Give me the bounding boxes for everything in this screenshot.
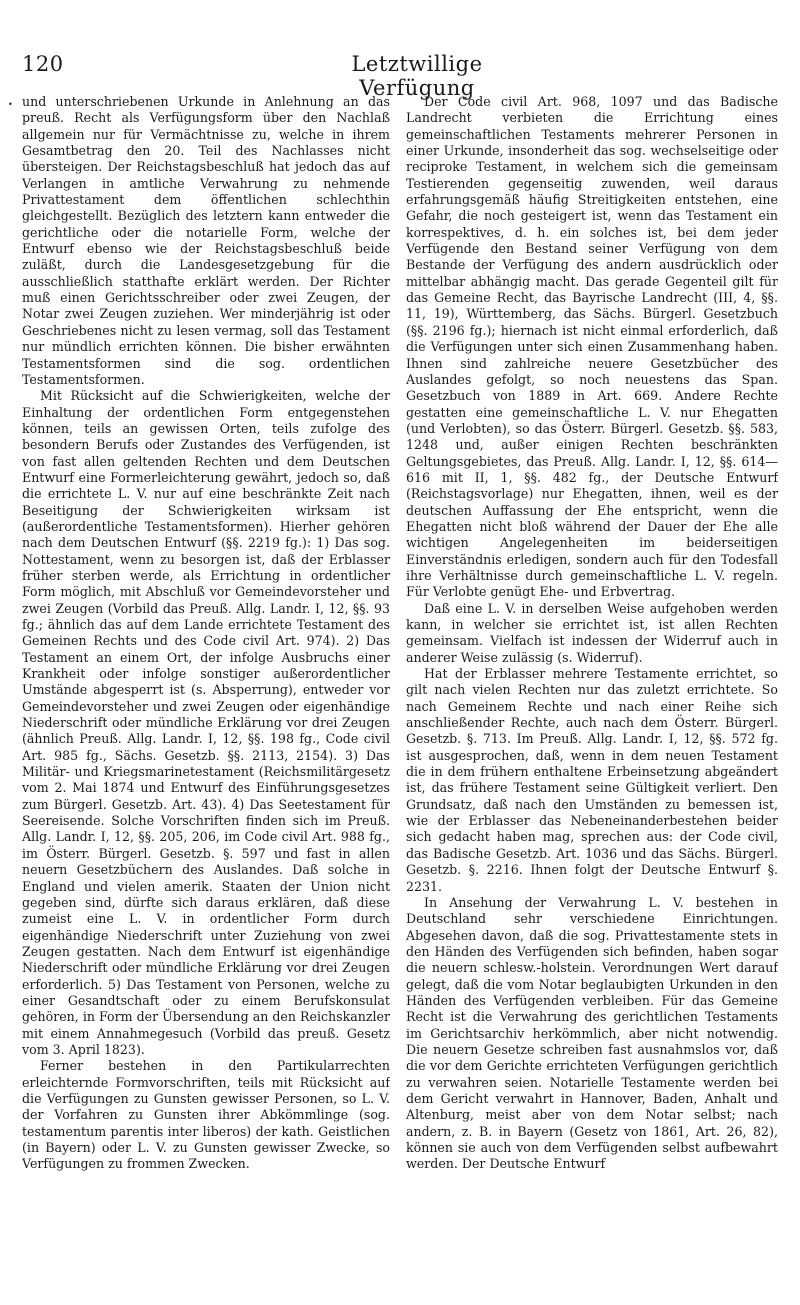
paragraph: Mit Rücksicht auf die Schwierigkeiten, welche der Einhaltung der ordentlichen Form entgegenstehen können, teils an gewissen Orten, teils zufolge des besondern Berufs oder Zustandes des Verfügenden, ist von fast allen geltenden Rechten und dem Deutschen Entwurf eine Formerleichterung gewährt, jedoch so, daß die errichtete L. V. nur auf eine beschränkte Zeit nach Beseitigung der Schwierigkeiten wirksam ist (außerordentliche Testamentsformen). Hierher gehören nach dem Deutschen Entwurf (§§. 2219 fg.): 1) Das sog. Nottestament, wenn zu besorgen ist, daß der Erblasser früher sterben werde, als Errichtung in ordentlicher Form möglich, mit Abschluß vor Gemeindevorsteher und zwei Zeugen (Vorbild das Preuß. Allg. Landr. I, 12, §§. 93 fg.; ähnlich das auf dem Lande errichtete Testament des Gemeinen Rechts und des Code civil Art. 974). 2) Das Testament an einem Ort, der infolge Ausbruchs einer Krankheit oder infolge sonstiger außerordentlicher Umstände abgesperrt ist (s. Absperrung), entweder vor Gemeindevorsteher und zwei Zeugen oder eigenhändige Niederschrift oder mündliche Erklärung vor drei Zeugen (ähnlich Preuß. Allg. Landr. I, 12, §§. 198 fg., Code civil Art. 985 fg., Sächs. Gesetzb. §§. 2113, 2154). 3) Das Militär- und Kriegsmarinetestament (Reichsmilitärgesetz vom 2. Mai 1874 und Entwurf des Einführungsgesetzes zum Bürgerl. Gesetzb. Art. 43). 4) Das Seetestament für Seereisende. Solche Vorschriften finden sich im Preuß. Allg. Landr. I, 12, §§. 205, 206, im Code civil Art. 988 fg., im Österr. Bürgerl. Gesetzb. §. 597 und fast in allen neuern Gesetzbüchern des Auslandes. Daß solche in England und vielen amerik. Staaten der Union nicht gegeben sind, dürfte sich daraus erklären, daß diese zumeist eine L. V. in ordentlicher Form durch eigenhändige Niederschrift unter Zuziehung von zwei Zeugen gestatten. Nach dem Entwurf ist eigenhändige Niederschrift oder mündliche Erklärung vor drei Zeugen erforderlich. 5) Das Testament von Personen, welche zu einer Gesandtschaft oder zu einem Berufskonsulat gehören, in Form der Übersendung an den Reichskanzler mit einem Annahmegesuch (Vorbild das preuß. Gesetz vom 3. April 1823). [22,388,390,1057]
paragraph: Der Code civil Art. 968, 1097 und das Badische Landrecht verbieten die Errichtung eines gemeinschaftlichen Testaments mehrerer Personen in einer Urkunde, insonderheit das sog. wechselseitige oder reciproke Testament, in welchem sich die gemeinsam Testierenden gegenseitig zuwenden, weil daraus erfahrungsgemäß häufig Streitigkeiten entstehen, eine Gefahr, die noch gesteigert ist, wenn das Testament ein korrespektives, d. h. ein solches ist, bei dem jeder Verfügende den Bestand seiner Verfügung von dem Bestande der Verfügung des andern ausdrücklich oder mittelbar abhängig macht. Das gerade Gegenteil gilt für das Gemeine Recht, das Bayrische Landrecht (III, 4, §§. 11, 19), Württemberg, das Sächs. Bürgerl. Gesetzbuch (§§. 2196 fg.); hiernach ist nicht einmal erforderlich, daß die Verfügungen unter sich einen Zusammenhang haben. Ihnen sind zahlreiche neuere Gesetzbücher des Auslandes gefolgt, so noch neuestens das Span. Gesetzbuch von 1889 in Art. 669. Andere Rechte gestatten eine gemeinschaftliche L. V. nur Ehegatten (und Verlobten), so das Österr. Bürgerl. Gesetzb. §§. 583, 1248 und, außer einigen Rechten beschränkten Geltungsgebietes, das Preuß. Allg. Landr. I, 12, §§. 614—616 mit II, 1, §§. 482 fg., der Deutsche Entwurf (Reichstagsvorlage) nur Ehegatten, ihnen, weil es der deutschen Auffassung der Ehe entspricht, wenn die Ehegatten nicht bloß während der Dauer der Ehe alle wichtigen Angelegenheiten im beiderseitigen Einverständnis erledigen, sondern auch für den Todesfall ihre Verhältnisse durch gemeinschaftliche L. V. regeln. Für Verlobte genügt Ehe- und Erbvertrag. [406,94,778,600]
paragraph: und unterschriebenen Urkunde in Anlehnung an das preuß. Recht als Verfügungsform über den Nachlaß allgemein nur für Vermächtnisse zu, welche in ihrem Gesamtbetrag den 20. Teil des Nachlasses nicht übersteigen. Der Reichstagsbeschluß hat jedoch das auf Verlangen in amtliche Verwahrung zu nehmende Privattestament dem öffentlichen schlechthin gleichgestellt. Bezüglich des letztern kann entweder die gerichtliche oder die notarielle Form, welche der Entwurf ebenso wie der Reichstagsbeschluß beide zuläßt, durch die Landesgesetzgebung für die ausschließlich statthafte erklärt werden. Der Richter muß einen Gerichtsschreiber oder zwei Zeugen, der Notar zwei Zeugen zuziehen. Wer minderjährig ist oder Geschriebenes nicht zu lesen vermag, soll das Testament nur mündlich errichten können. Die bisher erwähnten Testamentsformen sind die sog. ordentlichen Testamentsformen. [22,94,390,387]
paragraph: In Ansehung der Verwahrung L. V. bestehen in Deutschland sehr verschiedene Einrichtungen. Abgesehen davon, daß die sog. Privattestamente stets in den Händen des Verfügenden sich befinden, haben sogar die neuern schlesw.-holstein. Verordnungen Wert darauf gelegt, daß die vom Notar beglaubigten Urkunden in den Händen des Verfügenden verbleiben. Für das Gemeine Recht ist die Verwahrung des gerichtlichen Testaments im Gerichtsarchiv herkömmlich, aber nicht notwendig. Die neuern Gesetze schreiben fast ausnahmslos vor, daß die vor dem Gerichte errichteten Verfügungen gerichtlich zu verwahren seien. Notarielle Testamente werden bei dem Gericht verwahrt in Hannover, Baden, Anhalt und Altenburg, meist aber von dem Notar selbst; nach andern, z. B. in Bayern (Gesetz von 1861, Art. 26, 82), können sie auch von dem Verfügenden selbst aufbewahrt werden. Der Deutsche Entwurf [406,894,778,1172]
paragraph: Hat der Erblasser mehrere Testamente errichtet, so gilt nach vielen Rechten nur das zuletzt errichtete. So nach Gemeinem Rechte und nach einer Reihe sich anschließender Rechte, auch nach dem Österr. Bürgerl. Gesetzb. §. 713. Im Preuß. Allg. Landr. I, 12, §§. 572 fg. ist ausgesprochen, daß, wenn in dem neuen Testament die in dem frühern enthaltene Erbeinsetzung abgeändert ist, das frühere Testament seine Gültigkeit verliert. Den Grundsatz, daß nach den Umständen zu bemessen ist, wie der Erblasser das Nebeneinanderbestehen beider sich gedacht haben mag, sprechen aus: der Code civil, das Badische Gesetzb. Art. 1036 und das Sächs. Bürgerl. Gesetzb. §. 2216. Ihnen folgt der Deutsche Entwurf §. 2231. [406,666,778,894]
left-column [22,94,390,1294]
paragraph: Ferner bestehen in den Partikularrechten erleichternde Formvorschriften, teils mit Rücksicht auf die Verfügungen zu Gunsten gewisser Personen, so L. V. der Vorfahren zu Gunsten ihrer Abkömmlinge (sog. testamentum parentis inter liberos) der kath. Geistlichen (in Bayern) oder L. V. zu Gunsten gewisser Zwecke, so Verfügungen zu frommen Zwecken. [22,1058,390,1172]
running-title: Letztwillige Verfügung [351,52,483,100]
paragraph: Daß eine L. V. in derselben Weise aufgehoben werden kann, in welcher sie errichtet ist, ist allen Rechten gemeinsam. Vielfach ist indessen der Widerruf auch in anderer Weise zulässig (s. Widerruf). [406,600,778,665]
page-header [22,52,780,100]
right-column [406,94,778,1294]
margin-dot: • [8,100,13,109]
page-number: 120 [22,52,64,76]
